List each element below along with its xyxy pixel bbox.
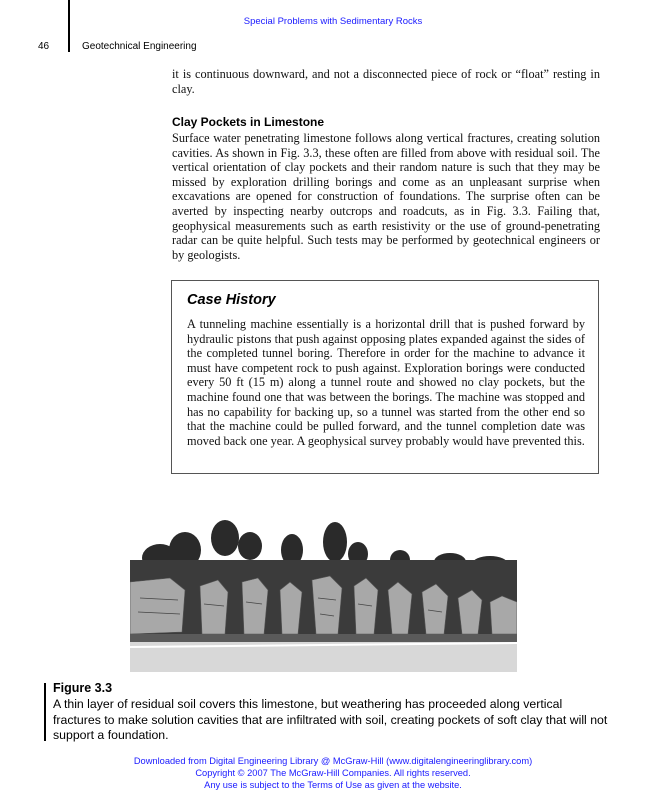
- footer-terms[interactable]: Any use is subject to the Terms of Use as given at the website.: [204, 780, 462, 790]
- running-head: Special Problems with Sedimentary Rocks: [243, 16, 423, 27]
- page-number: 46: [38, 41, 50, 52]
- book-title: Geotechnical Engineering: [82, 41, 197, 52]
- caption-rule: [44, 683, 46, 741]
- case-history-title: Case History: [187, 292, 276, 308]
- footer-copyright: Copyright © 2007 The McGraw-Hill Companies. All rights reserved.: [195, 768, 471, 778]
- clay-pockets-paragraph: Surface water penetrating limestone follows along vertical fractures, creating solution cavities. As shown in Fig. 3.3, these often are filled from above with residual soil. The vertical orientation of clay pockets and their random nature is such that they may be missed by exploration drilling borings and come as an unpleasant surprise when excavations are opened for construction of foundations. The surprise often can be averted by inspecting nearby outcrops and roadcuts, as in Fig. 3.3. Failing that, geophysical measurements such as earth resistivity or the use of ground-penetrating radar can be quite helpful. Such tests may be performed by geotechnical engineers or by geologists.: [172, 131, 600, 262]
- figure-label: Figure 3.3: [53, 681, 113, 695]
- continuation-paragraph: it is continuous downward, and not a disconnected piece of rock or “float” resting in clay.: [172, 67, 600, 96]
- limestone-roadcut-photo: [130, 520, 517, 672]
- footer-download-link[interactable]: Downloaded from Digital Engineering Library @ McGraw-Hill (www.digitalengineeringlibrary.com): [133, 756, 533, 766]
- section-heading: Clay Pockets in Limestone: [172, 115, 325, 129]
- figure-caption: A thin layer of residual soil covers this limestone, but weathering has proceeded along vertical fractures to make solution cavities that are infiltrated with soil, creating pockets of soft clay that will not support a foundation.: [53, 697, 608, 742]
- case-history-box: [171, 280, 599, 474]
- case-history-text: A tunneling machine essentially is a horizontal drill that is pushed forward by hydraulic pistons that push against opposing plates expanded against the sides of the completed tunnel boring. Therefore in order for the machine to advance it must have competent rock to push against. Exploration borings were conducted every 50 ft (15 m) along a tunnel route and showed no clay pockets, but the machine found one that was between the borings. The machine was stopped and has no capability for backing up, so a tunnel was started from the other end so that the machine could be pulled forward, and the tunnel completion date was moved back one year. A geophysical survey probably would have prevented this.: [187, 317, 585, 448]
